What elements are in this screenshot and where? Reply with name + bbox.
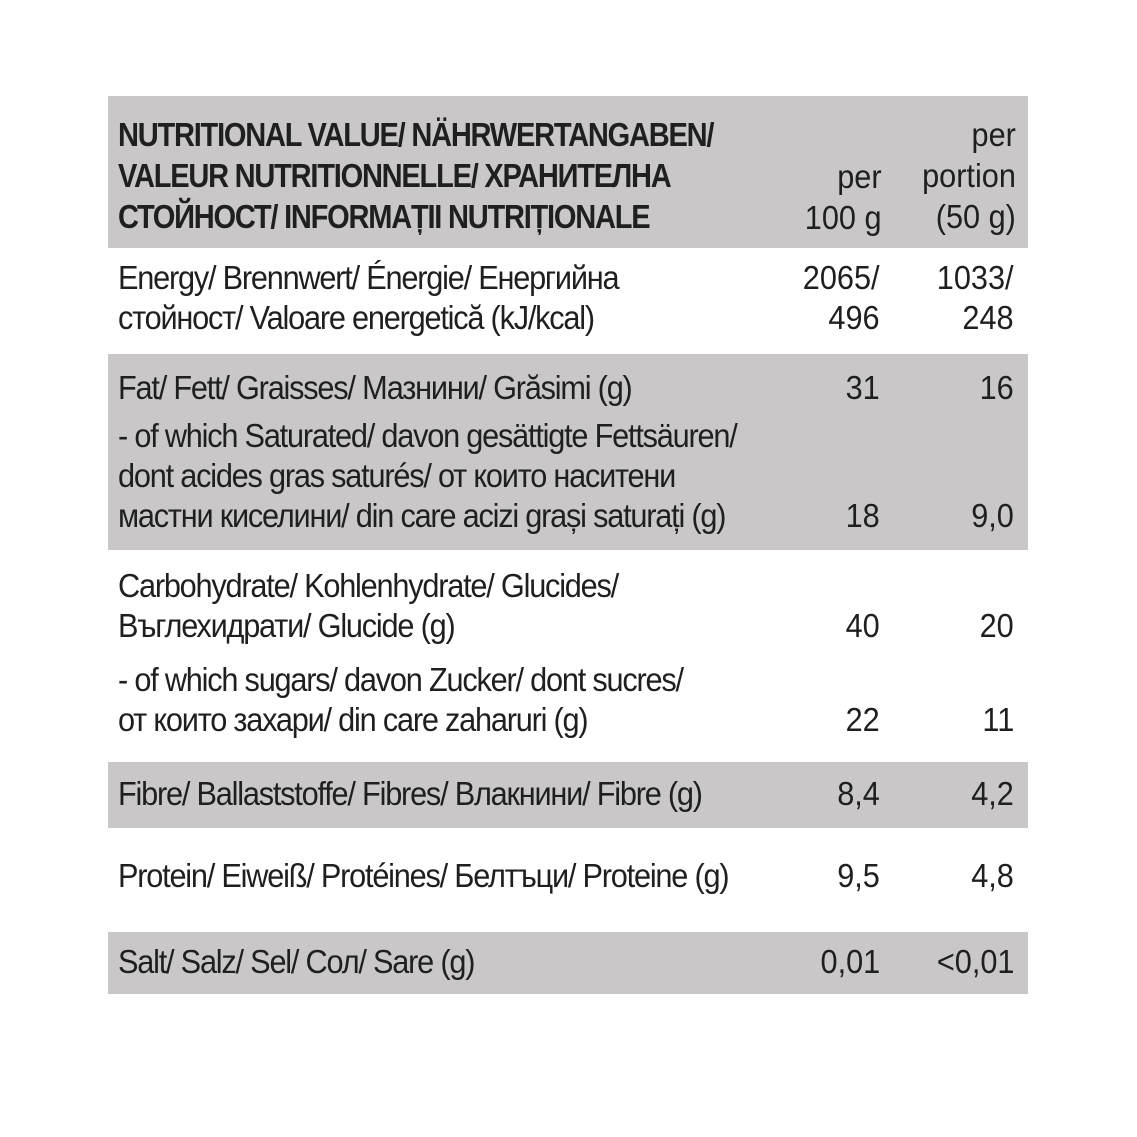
value-per-100g: 8,4: [837, 775, 880, 812]
label-line: Carbohydrate/ Kohlenhydrate/ Glucides/: [118, 567, 618, 604]
value-per-100g: 18: [845, 497, 880, 534]
value-per-100g: [803, 258, 880, 338]
value-per-portion: 4,8: [971, 857, 1014, 894]
column-header-per-portion: [922, 114, 1016, 237]
table-title: [118, 114, 713, 237]
value-per-portion: 20: [979, 607, 1014, 644]
label-line: Energy/ Brennwert/ Énergie/ Енергийна: [118, 259, 619, 296]
title-line: NUTRITIONAL VALUE/ NÄHRWERTANGABEN/: [118, 116, 714, 153]
column-header-line: per: [971, 116, 1016, 153]
column-header-line: per: [837, 158, 882, 195]
table-row-salt: [108, 932, 1028, 994]
row-label: [118, 258, 618, 338]
value-per-100g: 22: [845, 701, 880, 738]
column-header-line: 100 g: [805, 199, 882, 236]
table-row-fat: [108, 354, 1028, 550]
value-line: 248: [962, 299, 1014, 336]
row-label: Fat/ Fett/ Graisses/ Мазнини/ Grăsimi (g): [118, 369, 632, 406]
label-line: dont acides gras saturés/ от които наситени: [118, 457, 676, 494]
table-row-protein: [108, 828, 1028, 932]
label-line: мастни киселини/ din care acizi grași saturați (g): [118, 497, 726, 534]
value-line: 2065/: [803, 259, 880, 296]
label-line: - of which Saturated/ davon gesättigte Fettsäuren/: [118, 417, 737, 454]
label-line: Въглехидрати/ Glucide (g): [118, 607, 455, 644]
value-per-100g: 0,01: [820, 943, 880, 980]
row-label: Fibre/ Ballaststoffe/ Fibres/ Влакнини/ Fibre (g): [118, 775, 702, 812]
nutrition-table: [108, 96, 1028, 994]
row-label-saturated: [118, 416, 737, 536]
value-line: 496: [828, 299, 880, 336]
table-row-fibre: [108, 762, 1028, 828]
label-line: от които захари/ din care zaharuri (g): [118, 701, 588, 738]
column-header-line: (50 g): [935, 198, 1016, 235]
label-line: - of which sugars/ davon Zucker/ dont sucres/: [118, 661, 683, 698]
value-line: 1033/: [937, 259, 1014, 296]
column-header-per-100g: [805, 156, 882, 238]
title-line: СТОЙНОСТ/ INFORMAȚII NUTRIȚIONALE: [118, 198, 650, 235]
table-header: [108, 96, 1028, 248]
value-per-100g: 9,5: [837, 857, 880, 894]
value-per-portion: 4,2: [971, 775, 1014, 812]
value-per-portion: <0,01: [936, 943, 1014, 980]
value-per-portion: 11: [982, 701, 1014, 738]
row-label: Salt/ Salz/ Sel/ Сол/ Sare (g): [118, 943, 475, 980]
value-per-portion: 9,0: [971, 497, 1014, 534]
table-row-carbohydrate: [108, 550, 1028, 762]
table-row-energy: [108, 248, 1028, 354]
value-per-100g: 31: [845, 369, 880, 406]
title-line: VALEUR NUTRITIONNELLE/ ХРАНИТЕЛНА: [118, 157, 671, 194]
value-per-100g: 40: [845, 607, 880, 644]
value-per-portion: 16: [979, 369, 1014, 406]
row-label-sugars: [118, 660, 683, 740]
value-per-portion: [937, 258, 1014, 338]
label-line: стойност/ Valoare energetică (kJ/kcal): [118, 299, 594, 336]
row-label: Protein/ Eiweiß/ Protéines/ Белтъци/ Proteine (g): [118, 857, 729, 894]
column-header-line: portion: [922, 157, 1016, 194]
row-label: [118, 566, 618, 646]
